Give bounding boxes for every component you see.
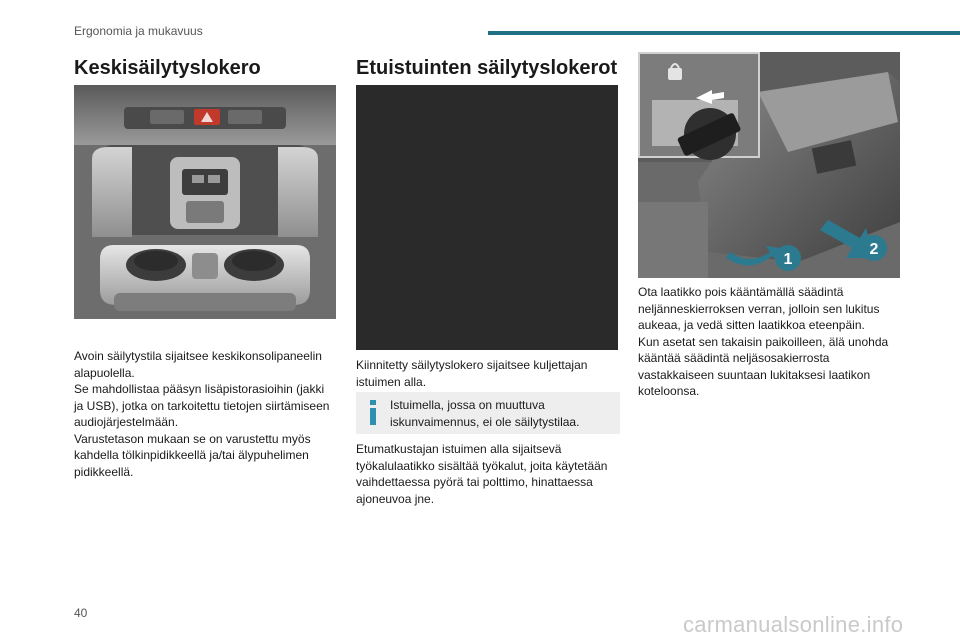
paragraph: Varustetason mukaan se on varustettu myös kahdella tölkinpidikkeellä ja/tai älypuhelimen pidikkeellä. [74, 431, 311, 479]
info-note [356, 392, 620, 434]
paragraph: Etumatkustajan istuimen alla sijaitsevä työkalulaatikko sisältää työkalut, joita käytetään vaihdettaessa pyörä tai polttimo, hinattaessa ajoneuvoa jne. [356, 442, 608, 506]
paragraph: Ota laatikko pois kääntämällä säädintä neljänneskierroksen verran, jolloin sen lukitus aukeaa, ja vedä sitten laatikkoa eteenpäin. [638, 285, 880, 332]
paragraph: Se mahdollistaa pääsyn lisäpistorasioihin (jakki ja USB), jotka on tarkoitettu tietojen siirtämiseen audiojärjestelmään. [74, 382, 330, 429]
seat-storage-description [356, 357, 618, 390]
section-title-center-storage: Keskisäilytyslokero [74, 57, 261, 79]
callout-2: 2 [869, 241, 879, 258]
info-icon [366, 398, 380, 428]
section-title-front-seat-storage: Etuistuinten säilytyslokerot [356, 57, 618, 79]
paragraph: Kun asetat sen takaisin paikoilleen, älä unohda kääntää säädintä neljäsosakierrosta vastakkaiseen suuntaan lukitaksesi laatikon koteloonsa. [638, 334, 889, 398]
drawer-removal-illustration [638, 52, 900, 278]
seat-storage-image-placeholder [356, 85, 618, 350]
paragraph: Kiinnitetty säilytyslokero sijaitsee kuljettajan istuimen alla. [356, 358, 588, 389]
info-note-text: Istuimella, jossa on muuttuva iskunvaimennus, ei ole säilytystilaa. [390, 398, 580, 429]
callout-1: 1 [783, 251, 793, 268]
watermark: carmanualsonline.info [683, 612, 904, 637]
center-storage-description [74, 348, 336, 480]
page-number: 40 [74, 606, 88, 620]
center-console-illustration [74, 85, 336, 319]
header-accent-bar [488, 31, 960, 35]
header-section-label: Ergonomia ja mukavuus [74, 24, 203, 38]
toolbox-description [356, 441, 618, 507]
drawer-removal-instructions [638, 284, 900, 400]
paragraph: Avoin säilytystila sijaitsee keskikonsolipaneelin alapuolella. [74, 349, 322, 380]
